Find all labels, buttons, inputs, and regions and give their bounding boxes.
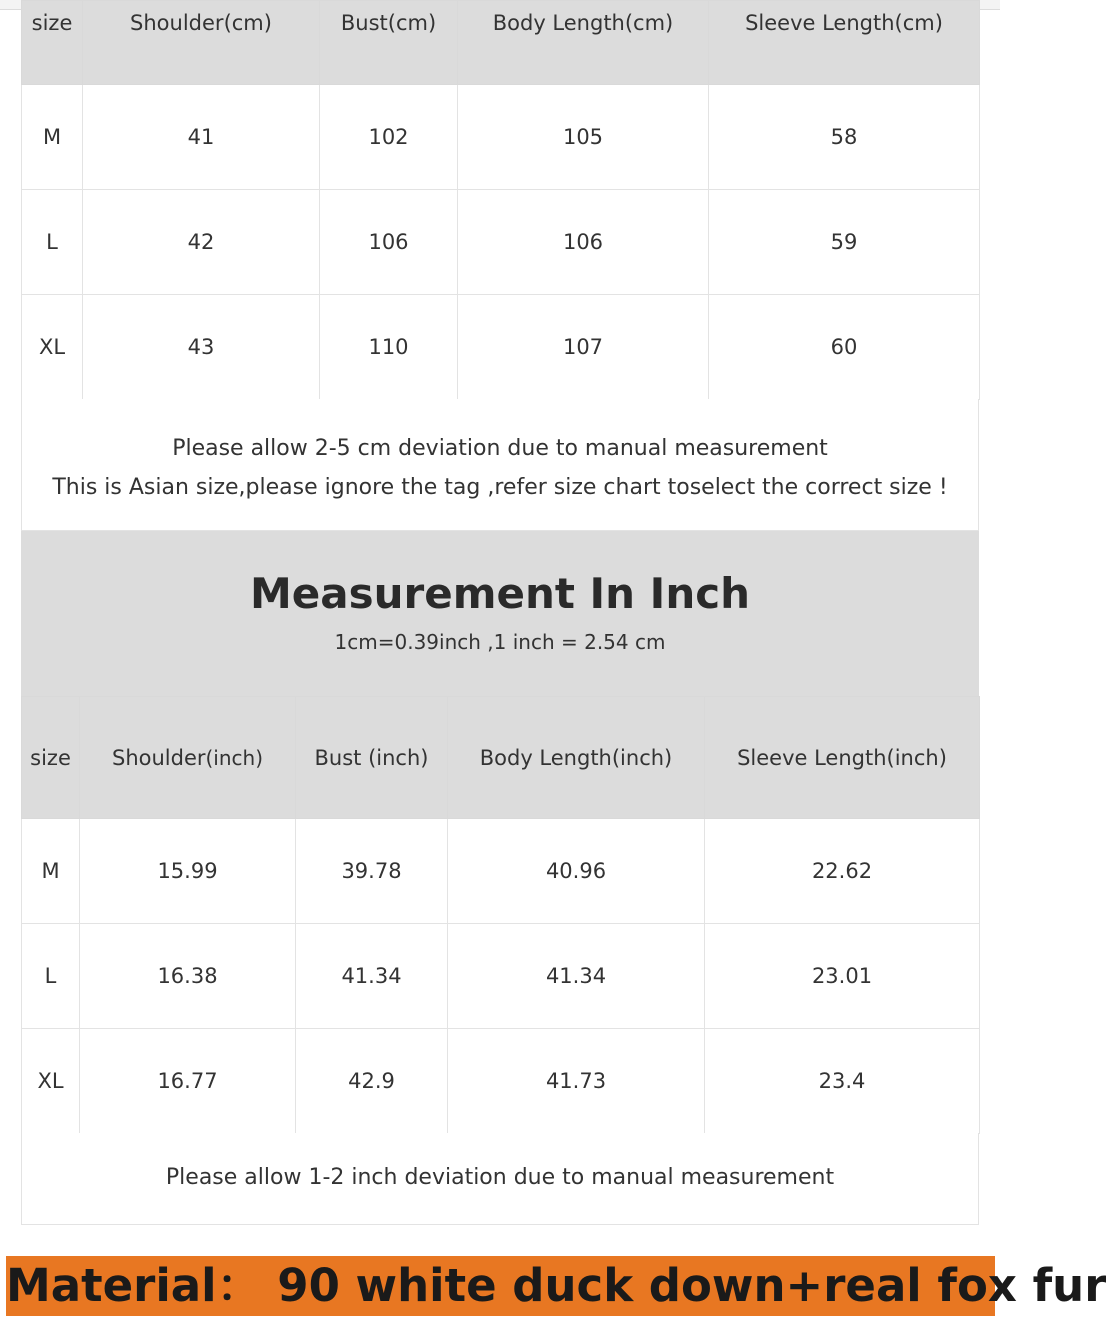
size-table-cm xyxy=(21,0,980,400)
cell-bust: 41.34 xyxy=(296,924,448,1029)
cell-body-length: 107 xyxy=(458,295,709,400)
cell-shoulder: 43 xyxy=(83,295,320,400)
cell-shoulder: 16.77 xyxy=(80,1029,296,1134)
cell-bust: 102 xyxy=(320,85,458,190)
cell-body-length: 41.34 xyxy=(448,924,705,1029)
cell-size: L xyxy=(22,190,83,295)
inch-deviation-notes xyxy=(21,1133,979,1225)
header-sleeve-length: Sleeve Length(cm) xyxy=(709,1,980,85)
header-bust: Bust(cm) xyxy=(320,1,458,85)
cell-sleeve-length: 22.62 xyxy=(705,819,980,924)
size-chart-inch xyxy=(21,696,979,1134)
cell-sleeve-length: 58 xyxy=(709,85,980,190)
cell-sleeve-length: 23.4 xyxy=(705,1029,980,1134)
cell-size: M xyxy=(22,85,83,190)
table-header-row xyxy=(22,1,980,85)
cm-deviation-note: Please allow 2-5 cm deviation due to manual measurement xyxy=(172,436,828,461)
cell-size: XL xyxy=(22,295,83,400)
inch-section-header xyxy=(21,531,979,696)
material-banner: Material： 90 white duck down+real fox fur xyxy=(6,1256,995,1316)
cell-bust: 106 xyxy=(320,190,458,295)
cell-body-length: 40.96 xyxy=(448,819,705,924)
table-header-row xyxy=(22,697,980,819)
header-size: size xyxy=(22,1,83,85)
table-row xyxy=(22,190,980,295)
cell-shoulder: 15.99 xyxy=(80,819,296,924)
cell-size: L xyxy=(22,924,80,1029)
inch-deviation-note: Please allow 1-2 inch deviation due to manual measurement xyxy=(165,1165,835,1190)
table-row xyxy=(22,819,980,924)
header-body-length: Body Length(cm) xyxy=(458,1,709,85)
conversion-note: 1cm=0.39inch ,1 inch = 2.54 cm xyxy=(334,630,666,654)
cell-body-length: 41.73 xyxy=(448,1029,705,1134)
cell-bust: 39.78 xyxy=(296,819,448,924)
size-chart-cm xyxy=(21,0,979,400)
header-body-length: Body Length(inch) xyxy=(448,697,705,819)
cell-shoulder: 42 xyxy=(83,190,320,295)
table-row xyxy=(22,1029,980,1134)
asian-size-note: This is Asian size,please ignore the tag ,refer size chart toselect the correct size ! xyxy=(52,475,948,500)
header-shoulder: Shoulder(cm) xyxy=(83,1,320,85)
cell-bust: 42.9 xyxy=(296,1029,448,1134)
table-row xyxy=(22,295,980,400)
table-row xyxy=(22,85,980,190)
size-table-inch xyxy=(21,696,980,1134)
cell-shoulder: 41 xyxy=(83,85,320,190)
cell-sleeve-length: 60 xyxy=(709,295,980,400)
cell-sleeve-length: 23.01 xyxy=(705,924,980,1029)
header-shoulder-label: Shoulder xyxy=(111,745,206,770)
section-title: Measurement In Inch xyxy=(249,569,751,618)
cell-size: XL xyxy=(22,1029,80,1134)
cell-bust: 110 xyxy=(320,295,458,400)
header-bust: Bust (inch) xyxy=(296,697,448,819)
header-size: size xyxy=(22,697,80,819)
header-shoulder xyxy=(80,697,296,819)
cell-body-length: 106 xyxy=(458,190,709,295)
table-row xyxy=(22,924,980,1029)
header-shoulder-unit: (inch) xyxy=(205,745,264,770)
cm-deviation-notes xyxy=(21,399,979,531)
cell-size: M xyxy=(22,819,80,924)
cell-sleeve-length: 59 xyxy=(709,190,980,295)
cell-body-length: 105 xyxy=(458,85,709,190)
cell-shoulder: 16.38 xyxy=(80,924,296,1029)
header-sleeve-length: Sleeve Length(inch) xyxy=(705,697,980,819)
